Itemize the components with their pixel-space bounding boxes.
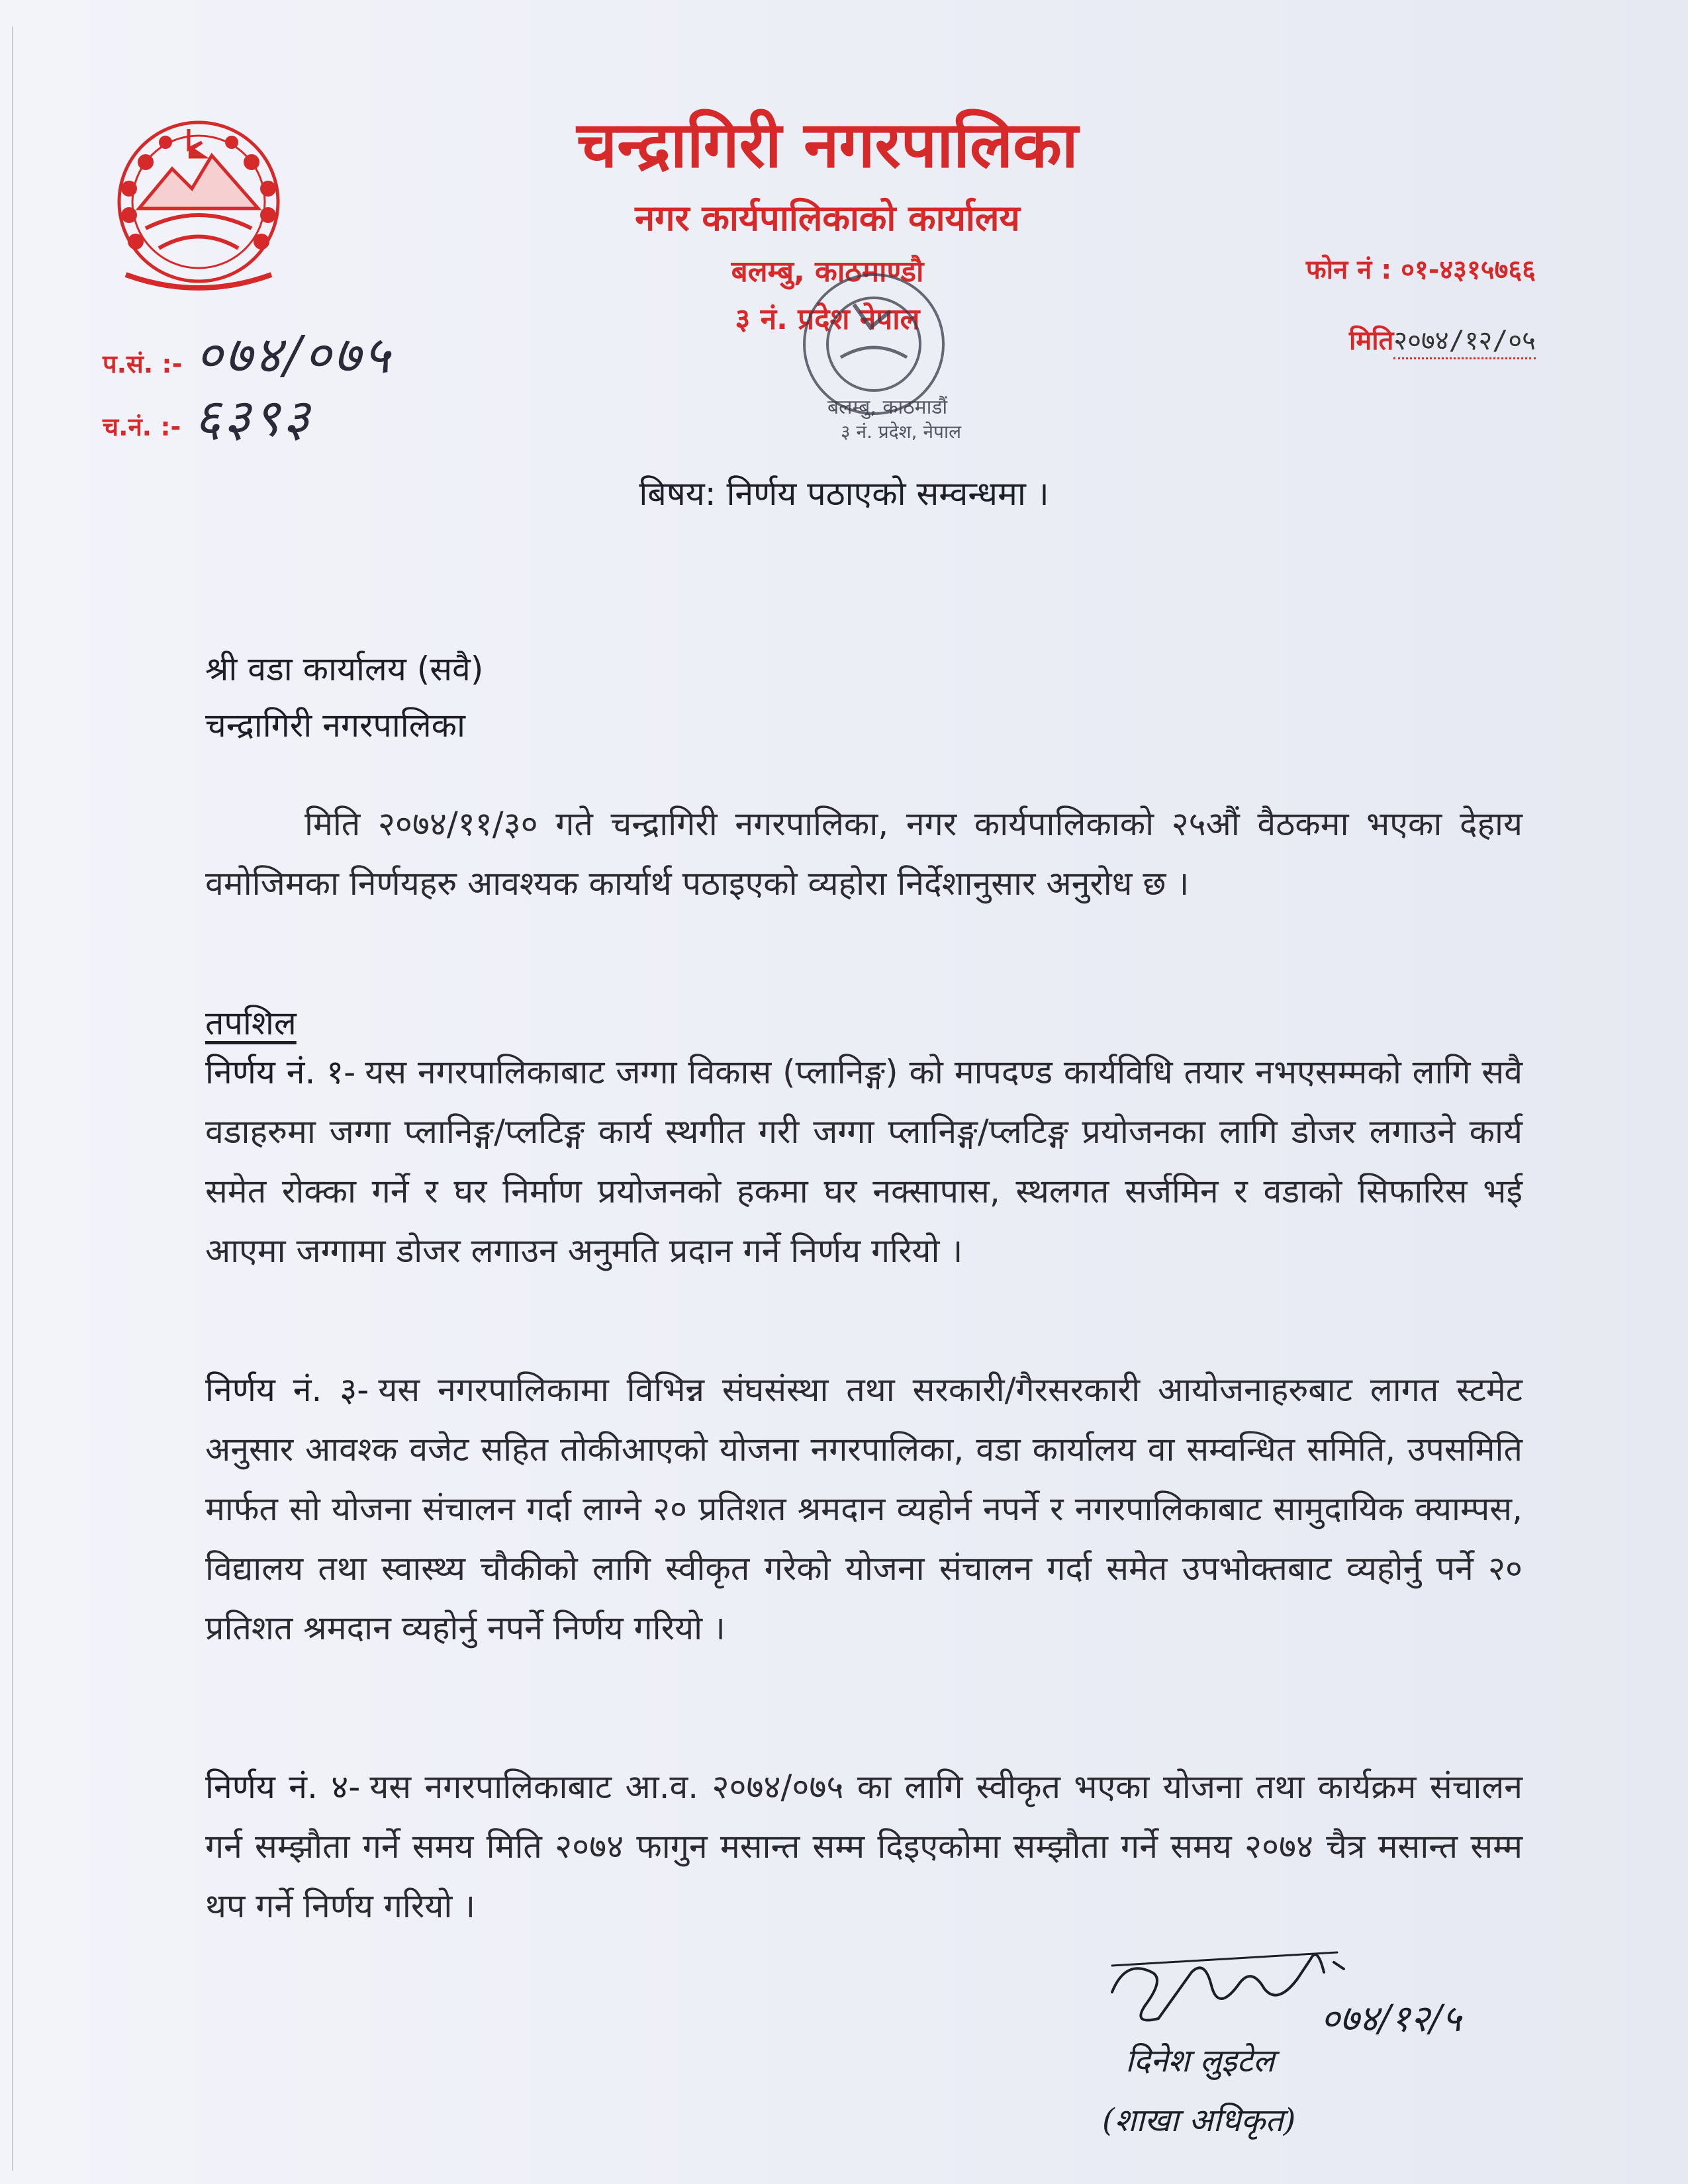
addressee-line-2: चन्द्रागिरी नगरपालिका — [205, 706, 465, 745]
cn-value: ६३९३ — [194, 388, 312, 448]
signature-date: ०७४/१२/५ — [1321, 1997, 1462, 2040]
letter-subject: बिषय: निर्णय पठाएको सम्वन्धमा । — [639, 475, 1049, 513]
address-line-1: बलम्बु, काठमाण्डौ — [731, 255, 924, 289]
ps-value: ०७४/०७५ — [195, 326, 393, 385]
decision-4 — [205, 1757, 1523, 1936]
office-stamp — [755, 265, 1006, 463]
letter-date — [1349, 321, 1536, 357]
cn-label: च.नं. :- — [103, 412, 181, 441]
decision-3 — [205, 1360, 1523, 1658]
decision-4-text: यस नगरपालिकाबाट आ.व. २०७४/०७५ का लागि स्वीकृत भएका योजना तथा कार्यक्रम संचालन गर्न सम्झौता गर्ने समय मिति २०७४ फागुन मसान्त सम्म दिइएकोमा सम्झौता गर्ने समय २०७४ चैत्र मसान्त सम्म थप गर्ने निर्णय गरियो । — [205, 1768, 1523, 1925]
office-subtitle: नगर कार्यपालिकाको कार्यालय — [635, 197, 1020, 239]
scan-edge — [12, 26, 13, 2171]
nepal-national-emblem-icon — [99, 109, 298, 301]
details-heading: तपशिल — [205, 1004, 297, 1042]
ps-label: प.सं. :- — [103, 349, 183, 379]
intro-paragraph: मिति २०७४/११/३० गते चन्द्रागिरी नगरपालिका, नगर कार्यपालिकाको २५औं वैठकमा भएका देहाय वमोजिमका निर्णयहरु आवश्यक कार्यार्थ पठाइएको व्यहोरा निर्देशानुसार अनुरोध छ । — [205, 805, 1523, 903]
stamp-line-2: ३ नं. प्रदेश, नेपाल — [841, 421, 962, 443]
decision-1 — [205, 1042, 1523, 1281]
stamp-line-1: बलम्बु, काठमाडौं — [827, 396, 948, 419]
date-label: मिति — [1348, 326, 1394, 356]
addressee-line-1: श्री वडा कार्यालय (सवै) — [205, 650, 484, 688]
signatory-name: दिनेश लुइटेल — [1125, 2042, 1275, 2079]
decision-4-label: निर्णय नं. ४- — [205, 1768, 361, 1806]
phone-number: फोन नं : ०१-४३१५७६६ — [1305, 255, 1536, 285]
address-line-2: ३ नं. प्रदेश नेपाल — [735, 302, 920, 336]
date-value: २०७४/१२/०५ — [1393, 326, 1536, 359]
decision-3-text: यस नगरपालिकामा विभिन्न संघसंस्था तथा सरकारी/गैरसरकारी आयोजनाहरुबाट लागत स्टमेट अनुसार आवश्क वजेट सहित तोकीआएको योजना नगरपालिका, वडा कार्यालय वा सम्वन्धित समिति, उपसमिति मार्फत सो योजना संचालन गर्दा लाग्ने २० प्रतिशत श्रमदान व्यहोर्न नपर्ने र नगरपालिकाबाट सामुदायिक क्याम्पस, विद्यालय तथा स्वास्थ्य चौकीको लागि स्वीकृत गरेको योजना संचालन गर्दा समेत उपभोक्तबाट व्यहोर्नु पर्ने २० प्रतिशत श्रमदान व्यहोर्नु नपर्ने निर्णय गरियो । — [205, 1371, 1523, 1647]
municipality-title: चन्द्रागिरी नगरपालिका — [577, 108, 1078, 182]
decision-1-label: निर्णय नं. १- — [205, 1053, 356, 1091]
signatory-title: (शाखा अधिकृत) — [1102, 2102, 1296, 2139]
reference-cn — [103, 381, 312, 451]
reference-ps — [103, 318, 393, 388]
decision-1-text: यस नगरपालिकाबाट जग्गा विकास (प्लानिङ्ग) को मापदण्ड कार्यविधि तयार नभएसम्मको लागि सवै वडाहरुमा जग्गा प्लानिङ्ग/प्लटिङ्ग कार्य स्थगीत गरी जग्गा प्लानिङ्ग/प्लटिङ्ग प्रयोजनका लागि डोजर लगाउने कार्य समेत रोक्का गर्ने र घर निर्माण प्रयोजनको हकमा घर नक्सापास, स्थलगत सर्जमिन र वडाको सिफारिस भई आएमा जग्गामा डोजर लगाउन अनुमति प्रदान गर्ने निर्णय गरियो । — [205, 1053, 1523, 1270]
decision-3-label: निर्णय नं. ३- — [205, 1371, 369, 1409]
